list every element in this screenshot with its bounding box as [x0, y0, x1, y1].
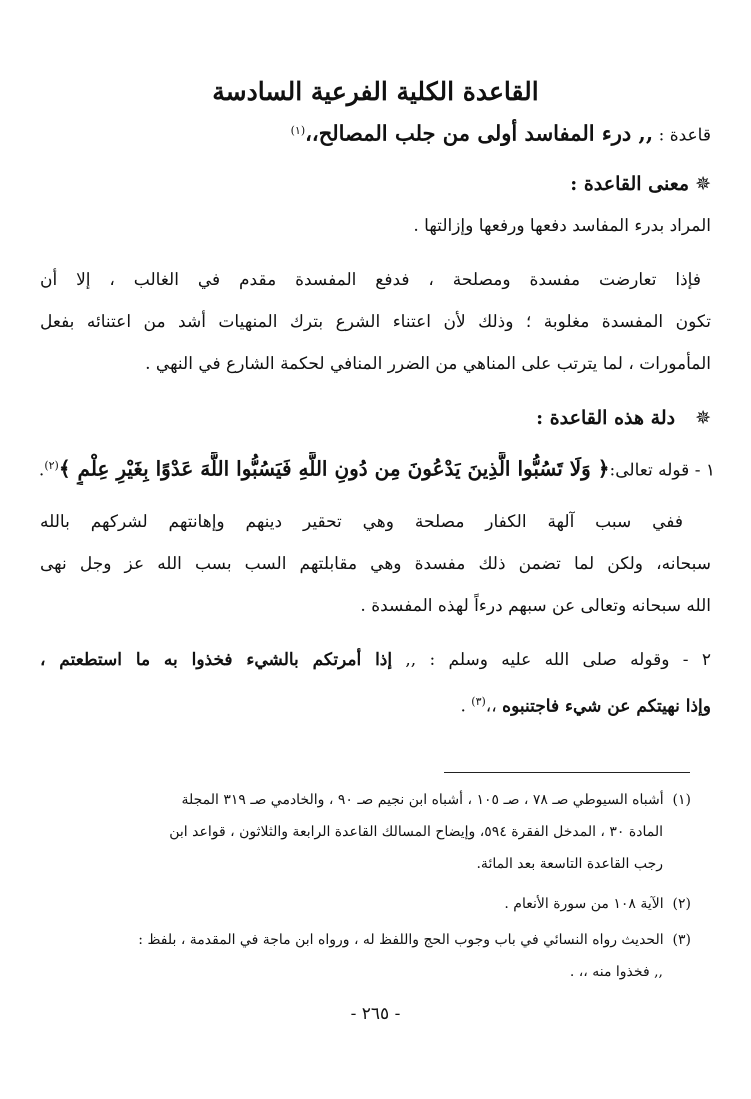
item1-prefix: ١ - قوله تعالى:: [609, 460, 715, 481]
footnote-number: (٢): [672, 896, 691, 912]
evidence-heading-text: دلة هذه القاعدة :: [536, 407, 676, 429]
footnote-ref-1[interactable]: (١): [290, 124, 306, 137]
star-icon: ✵: [695, 173, 711, 195]
meaning-line-1: فإذا تعارضت مفسدة ومصلحة ، فدفع المفسدة مقدم في الغالب ، إلا أن: [40, 270, 701, 290]
rule-text: ,, درء المفاسد أولى من جلب المصالح،،: [305, 120, 654, 146]
meaning-heading: [40, 170, 711, 199]
quote-close: ،،: [485, 696, 497, 717]
footnote-1-line-2: المادة ٣٠ ، المدخل الفقرة ٥٩٤، وإيضاح المسالك القاعدة الرابعة والثلاثون ، قواعد ابن: [169, 824, 663, 840]
footnote-3-line-2: ,, فخذوا منه ،، .: [569, 964, 663, 980]
footnote-separator: [444, 772, 690, 773]
hadith-text-2: وإذا نهيتكم عن شيء فاجتنبوه: [502, 696, 711, 717]
rule-line: [40, 117, 711, 150]
meaning-line-2: تكون المفسدة مغلوبة ؛ وذلك لأن اعتناء الشرع بترك المنهيات أشد من اعتنائه بفعل: [40, 312, 711, 332]
meaning-paragraph-1: المراد بدرء المفاسد دفعها ورفعها وإزالتها .: [413, 216, 711, 236]
evidence-item-1: ١ - قوله تعالى:﴿ وَلَا تَسُبُّوا الَّذِينَ يَدْعُونَ مِن دُونِ اللَّهِ فَيَسُبُّوا اللَّهَ عَدْوًا بِغَيْرِ عِلْمٍ ﴾$^{(٢)}$.: [38, 456, 715, 481]
page-number: - ٢٦٥ -: [350, 1004, 401, 1024]
meaning-line-3: المأمورات ، لما يترتب على المناهي من الضرر المنافي لحكمة الشارع في النهي .: [145, 354, 711, 374]
page-title: القاعدة الكلية الفرعية السادسة: [212, 77, 539, 106]
item2-line-2: وإذا نهيتكم عن شيء فاجتنبوه ،،$^{(٣)}$ .: [460, 695, 711, 717]
evidence-heading: [40, 404, 711, 433]
item2-prefix: ٢ - وقوله صلى الله عليه وسلم : ,,: [405, 650, 711, 670]
hadith-text-1: إذا أمرتكم بالشيء فخذوا به ما استطعتم ،: [40, 650, 393, 670]
item1-line-2: سبحانه، ولكن لما تضمن ذلك مفسدة وهي مقابلتهم السب بسب الله عز وجل نهى: [40, 554, 711, 574]
rule-label: قاعدة :: [658, 125, 711, 146]
footnote-1-line-3: رجب القاعدة التاسعة بعد المائة.: [476, 856, 663, 872]
footnote-1-line-1: (١) أشباه السيوطي صـ ٧٨ ، صـ ١٠٥ ، أشباه ابن نجيم صـ ٩٠ ، والخادمي صـ ٣١٩ المجلة: [181, 792, 691, 808]
item1-line-3: الله سبحانه وتعالى عن سبهم درءاً لهذه المفسدة .: [360, 596, 711, 616]
footnote-2: (٢) الآية ١٠٨ من سورة الأنعام .: [504, 896, 691, 912]
footnote-number: (١): [672, 792, 691, 808]
footnote-ref-2[interactable]: (٢): [44, 459, 59, 472]
quran-verse: ﴿ وَلَا تَسُبُّوا الَّذِينَ يَدْعُونَ مِن دُونِ اللَّهِ فَيَسُبُّوا اللَّهَ عَدْوًا بِغَيْرِ عِلْمٍ ﴾: [58, 456, 610, 481]
item1-line-1: ففي سبب آلهة الكفار مصلحة وهي تحقير دينهم وإهانتهم لشركهم بالله: [40, 512, 683, 532]
evidence-item-2: [40, 646, 711, 674]
footnote-ref-3[interactable]: (٣): [471, 695, 486, 708]
star-icon: ✵: [695, 407, 711, 429]
meaning-heading-text: معنى القاعدة :: [570, 173, 690, 195]
footnote-3-line-1: (٣) الحديث رواه النسائي في باب وجوب الحج واللفظ له ، ورواه ابن ماجة في المقدمة ، بلفظ :: [138, 932, 691, 948]
footnote-number: (٣): [672, 932, 691, 948]
